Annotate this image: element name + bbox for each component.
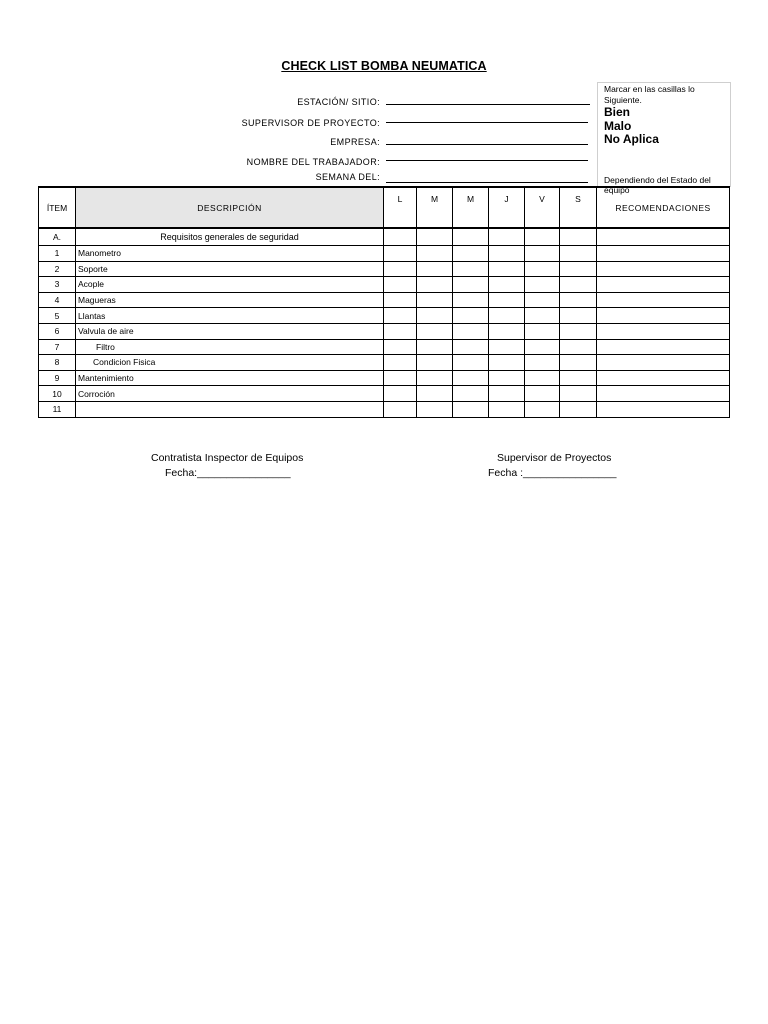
check-cell[interactable] xyxy=(384,308,417,324)
recommendation-cell[interactable] xyxy=(597,401,730,417)
header-day-l: L xyxy=(384,187,417,228)
field-label-semana: SEMANA DEL: xyxy=(315,172,380,182)
check-cell[interactable] xyxy=(453,323,489,339)
recommendation-cell[interactable] xyxy=(597,308,730,324)
instructions-line-1: Marcar en las casillas lo xyxy=(604,84,695,94)
field-label-estacion: ESTACIÓN/ SITIO: xyxy=(297,97,380,107)
check-cell[interactable] xyxy=(560,401,597,417)
check-cell[interactable] xyxy=(384,386,417,402)
check-cell[interactable] xyxy=(560,323,597,339)
legend-bien: Bien xyxy=(604,105,631,119)
check-cell[interactable] xyxy=(489,292,525,308)
row-descripcion: Filtro xyxy=(76,339,384,355)
table-row xyxy=(39,339,730,355)
check-cell[interactable] xyxy=(453,339,489,355)
row-item: 6 xyxy=(39,323,76,339)
check-cell[interactable] xyxy=(525,228,560,246)
check-cell[interactable] xyxy=(489,339,525,355)
check-cell[interactable] xyxy=(453,401,489,417)
check-cell[interactable] xyxy=(525,355,560,371)
row-descripcion: Acople xyxy=(76,277,384,293)
header-day-v: V xyxy=(525,187,560,228)
table-row xyxy=(39,323,730,339)
check-cell[interactable] xyxy=(525,308,560,324)
check-cell[interactable] xyxy=(384,228,417,246)
check-cell[interactable] xyxy=(489,261,525,277)
legend-no-aplica: No Aplica xyxy=(604,132,659,146)
table-row xyxy=(39,292,730,308)
row-item: 10 xyxy=(39,386,76,402)
check-cell[interactable] xyxy=(489,228,525,246)
signature-right-date[interactable]: Fecha :________________ xyxy=(488,467,617,479)
check-cell[interactable] xyxy=(560,308,597,324)
row-item: 9 xyxy=(39,370,76,386)
check-cell[interactable] xyxy=(453,246,489,262)
row-item: 1 xyxy=(39,246,76,262)
field-label-empresa: EMPRESA: xyxy=(330,137,380,147)
section-item: A. xyxy=(39,228,76,246)
row-item: 4 xyxy=(39,292,76,308)
check-cell[interactable] xyxy=(453,292,489,308)
field-line-estacion[interactable] xyxy=(386,104,590,105)
signature-left-date[interactable]: Fecha:________________ xyxy=(165,467,291,479)
check-cell[interactable] xyxy=(525,323,560,339)
check-cell[interactable] xyxy=(384,355,417,371)
check-cell[interactable] xyxy=(417,386,453,402)
row-descripcion: Magueras xyxy=(76,292,384,308)
header-recomendaciones: RECOMENDACIONES xyxy=(597,187,730,228)
legend-malo: Malo xyxy=(604,118,632,133)
check-cell[interactable] xyxy=(560,386,597,402)
check-cell[interactable] xyxy=(417,292,453,308)
check-cell[interactable] xyxy=(560,370,597,386)
check-cell[interactable] xyxy=(384,277,417,293)
row-descripcion: Mantenimiento xyxy=(76,370,384,386)
check-cell[interactable] xyxy=(453,308,489,324)
row-descripcion: Soporte xyxy=(76,261,384,277)
check-cell[interactable] xyxy=(417,323,453,339)
check-cell[interactable] xyxy=(489,386,525,402)
row-item: 5 xyxy=(39,308,76,324)
check-cell[interactable] xyxy=(453,355,489,371)
row-descripcion: Condicion Fisica xyxy=(76,355,384,371)
check-cell[interactable] xyxy=(417,370,453,386)
row-item: 3 xyxy=(39,277,76,293)
check-cell[interactable] xyxy=(525,370,560,386)
section-descripcion: Requisitos generales de seguridad xyxy=(76,228,384,246)
recommendation-cell[interactable] xyxy=(597,323,730,339)
check-cell[interactable] xyxy=(417,339,453,355)
check-cell[interactable] xyxy=(453,370,489,386)
recommendation-cell[interactable] xyxy=(597,386,730,402)
row-descripcion: Llantas xyxy=(76,308,384,324)
row-descripcion: Manometro xyxy=(76,246,384,262)
instructions-text xyxy=(604,84,728,105)
check-cell[interactable] xyxy=(525,401,560,417)
field-label-trabajador: NOMBRE DEL TRABAJADOR: xyxy=(246,157,380,167)
signature-right-title: Supervisor de Proyectos xyxy=(497,452,612,464)
table-row xyxy=(39,308,730,324)
instructions-line-2: Siguiente. xyxy=(604,94,642,105)
check-cell[interactable] xyxy=(525,339,560,355)
check-cell[interactable] xyxy=(560,339,597,355)
check-cell[interactable] xyxy=(384,339,417,355)
section-row xyxy=(39,228,730,246)
check-cell[interactable] xyxy=(384,261,417,277)
field-label-supervisor: SUPERVISOR DE PROYECTO: xyxy=(241,118,380,128)
check-cell[interactable] xyxy=(560,277,597,293)
check-cell[interactable] xyxy=(489,246,525,262)
header-item: ÍTEM xyxy=(39,187,76,228)
field-line-empresa[interactable] xyxy=(386,144,588,145)
check-cell[interactable] xyxy=(525,261,560,277)
signature-left-title: Contratista Inspector de Equipos xyxy=(151,452,304,464)
check-cell[interactable] xyxy=(525,246,560,262)
recommendation-cell[interactable] xyxy=(597,355,730,371)
check-cell[interactable] xyxy=(384,246,417,262)
recommendation-cell[interactable] xyxy=(597,277,730,293)
check-cell[interactable] xyxy=(525,277,560,293)
recommendation-cell[interactable] xyxy=(597,261,730,277)
recommendation-cell[interactable] xyxy=(597,246,730,262)
check-cell[interactable] xyxy=(489,401,525,417)
header-day-s: S xyxy=(560,187,597,228)
table-row xyxy=(39,246,730,262)
row-item: 7 xyxy=(39,339,76,355)
row-item: 2 xyxy=(39,261,76,277)
check-cell[interactable] xyxy=(489,308,525,324)
check-cell[interactable] xyxy=(384,323,417,339)
field-line-supervisor[interactable] xyxy=(386,122,588,123)
table-row xyxy=(39,277,730,293)
check-cell[interactable] xyxy=(560,228,597,246)
row-item: 11 xyxy=(39,401,76,417)
check-cell[interactable] xyxy=(453,228,489,246)
check-cell[interactable] xyxy=(489,323,525,339)
table-row xyxy=(39,261,730,277)
recommendation-cell[interactable] xyxy=(597,339,730,355)
header-day-j: J xyxy=(489,187,525,228)
check-cell[interactable] xyxy=(560,246,597,262)
header-day-m1: M xyxy=(417,187,453,228)
check-cell[interactable] xyxy=(489,370,525,386)
recommendation-cell[interactable] xyxy=(597,228,730,246)
instructions-footer: Dependiendo del Estado del equipo xyxy=(604,175,711,195)
row-descripcion: Corroción xyxy=(76,386,384,402)
check-cell[interactable] xyxy=(453,277,489,293)
table-row xyxy=(39,386,730,402)
table-row xyxy=(39,355,730,371)
check-cell[interactable] xyxy=(525,292,560,308)
check-cell[interactable] xyxy=(417,308,453,324)
check-cell[interactable] xyxy=(489,277,525,293)
row-item: 8 xyxy=(39,355,76,371)
check-cell[interactable] xyxy=(384,292,417,308)
check-cell[interactable] xyxy=(384,370,417,386)
table-row xyxy=(39,370,730,386)
recommendation-cell[interactable] xyxy=(597,292,730,308)
check-cell[interactable] xyxy=(560,355,597,371)
row-descripcion xyxy=(76,401,384,417)
check-cell[interactable] xyxy=(417,277,453,293)
check-cell[interactable] xyxy=(453,386,489,402)
check-cell[interactable] xyxy=(560,261,597,277)
table-header-row xyxy=(39,187,730,228)
check-cell[interactable] xyxy=(560,292,597,308)
header-day-m2: M xyxy=(453,187,489,228)
row-descripcion: Valvula de aire xyxy=(76,323,384,339)
check-cell[interactable] xyxy=(417,261,453,277)
field-line-trabajador[interactable] xyxy=(386,160,588,161)
check-cell[interactable] xyxy=(417,401,453,417)
check-cell[interactable] xyxy=(384,401,417,417)
recommendation-cell[interactable] xyxy=(597,370,730,386)
field-line-semana[interactable] xyxy=(386,182,588,183)
check-cell[interactable] xyxy=(453,261,489,277)
document-title: CHECK LIST BOMBA NEUMATICA xyxy=(281,59,487,73)
check-cell[interactable] xyxy=(489,355,525,371)
checklist-table xyxy=(38,186,730,418)
check-cell[interactable] xyxy=(525,386,560,402)
check-cell[interactable] xyxy=(417,228,453,246)
table-row xyxy=(39,401,730,417)
status-legend xyxy=(604,106,659,147)
check-cell[interactable] xyxy=(417,246,453,262)
header-descripcion: DESCRIPCIÓN xyxy=(76,187,384,228)
check-cell[interactable] xyxy=(417,355,453,371)
